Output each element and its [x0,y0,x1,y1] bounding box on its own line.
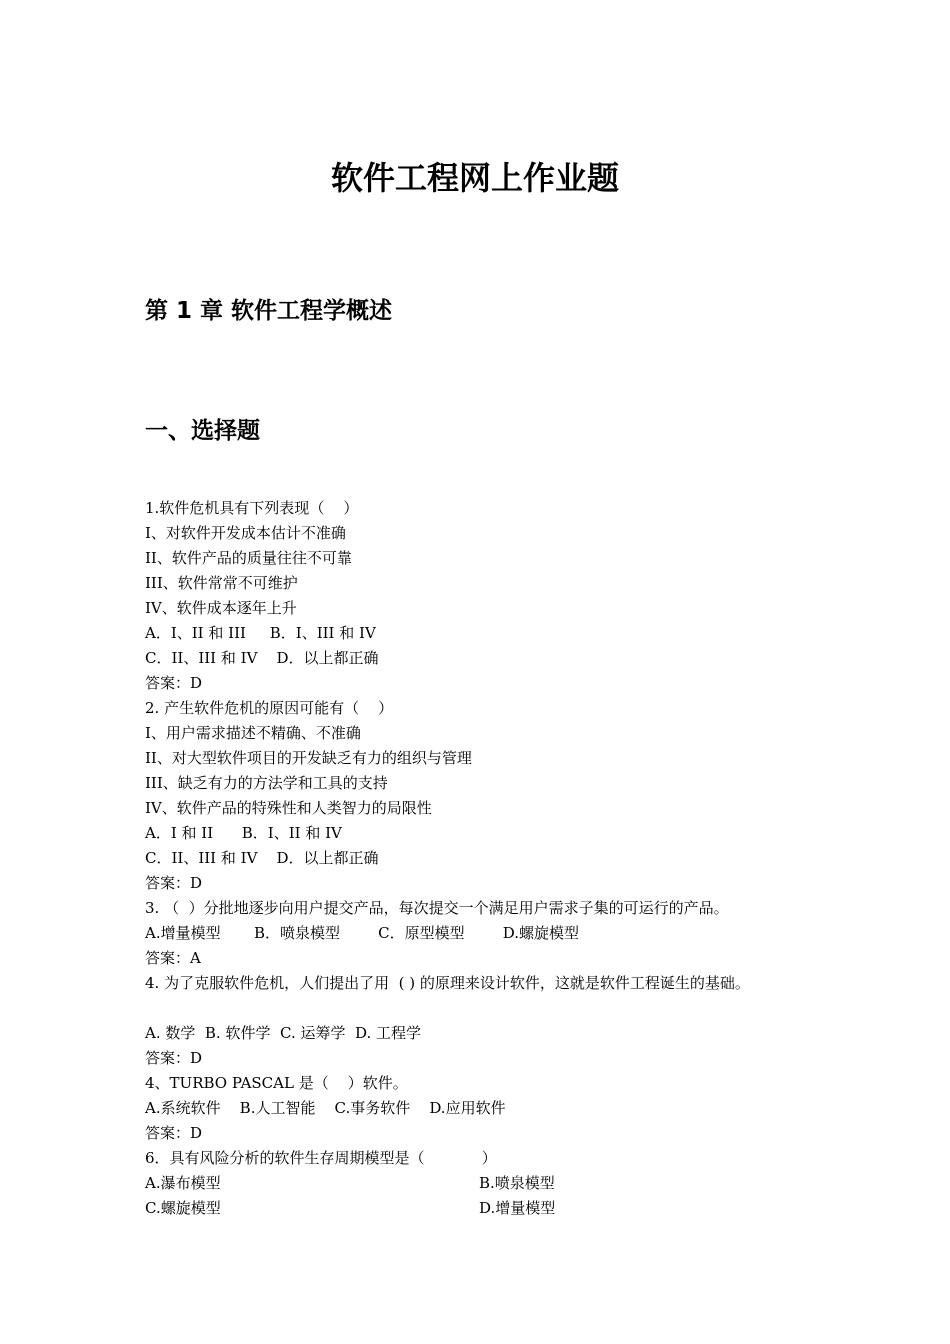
text-line: 2. 产生软件危机的原因可能有（ ） [145,699,394,717]
text-line: A. 数学 B. 软件学 C. 运筹学 D. 工程学 [145,1024,422,1042]
answer-line: 答案：D [145,1049,203,1067]
text-line: II、对大型软件项目的开发缺乏有力的组织与管理 [145,749,472,767]
text-line: A．I 和 II B．I、II 和 IV [145,824,342,842]
option-c: C.螺旋模型 [145,1199,221,1217]
document-title: 软件工程网上作业题 [330,159,619,197]
question-body [145,496,865,1221]
option-row [145,1171,865,1196]
text-line: I、用户需求描述不精确、不准确 [145,724,361,742]
answer-line: 答案：D [145,1124,203,1142]
text-line: C．II、III 和 IV D．以上都正确 [145,649,379,667]
answer-line: 答案：A [145,949,201,967]
text-line: A．I、II 和 III B．I、III 和 IV [145,624,376,642]
text-line: A.增量模型 B．喷泉模型 C．原型模型 D.螺旋模型 [145,924,580,942]
text-line: IV、软件成本逐年上升 [145,599,297,617]
text-line: 1.软件危机具有下列表现（ ） [145,499,359,517]
text-line: II、软件产品的质量往往不可靠 [145,549,352,567]
blank-line [145,996,865,1021]
option-d: D.增量模型 [479,1199,556,1217]
text-line: 3. （ ）分批地逐步向用户提交产品，每次提交一个满足用户需求子集的可运行的产品。 [145,899,729,917]
text-line: I、对软件开发成本估计不准确 [145,524,346,542]
option-a: A.瀑布模型 [145,1174,221,1192]
text-line: III、缺乏有力的方法学和工具的支持 [145,774,388,792]
text-line: IV、软件产品的特殊性和人类智力的局限性 [145,799,432,817]
text-line: 4. 为了克服软件危机，人们提出了用 ( ) 的原理来设计软件，这就是软件工程诞生的基础。 [145,974,750,992]
text-line: 6．具有风险分析的软件生存周期模型是（ ） [145,1149,497,1167]
answer-line: 答案：D [145,874,203,892]
text-line: C．II、III 和 IV D．以上都正确 [145,849,379,867]
answer-line: 答案：D [145,674,203,692]
text-line: III、软件常常不可维护 [145,574,298,592]
text-line: A.系统软件 B.人工智能 C.事务软件 D.应用软件 [145,1099,506,1117]
section-heading: 一、选择题 [145,418,260,444]
text-line: 4、TURBO PASCAL 是（ ）软件。 [145,1074,408,1092]
chapter-heading: 第 1 章 软件工程学概述 [145,298,393,324]
option-row [145,1196,865,1221]
option-b: B.喷泉模型 [479,1174,555,1192]
